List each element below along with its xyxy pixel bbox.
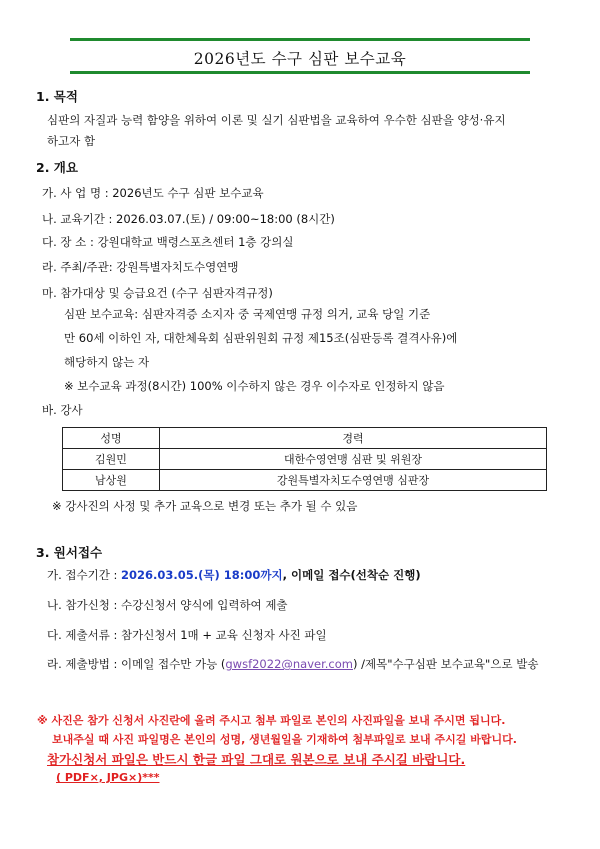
column-header-name: 성명 [63,428,160,449]
purpose-line-2: 하고자 함 [47,134,96,148]
overview-period: 나. 교육기간 : 2026.03.07.(토) / 09:00~18:00 (8시간) [42,212,335,226]
instructor-name: 김원민 [63,449,160,470]
table-header-row [63,428,547,449]
eligibility-line-2: 만 60세 이하인 자, 대한체육회 심판위원회 규정 제15조(심판등록 결격사유)에 [64,331,458,345]
application-deadline: 2026.03.05.(목) 18:00까지 [121,568,283,582]
file-format-exclusions: ( PDF×, JPG×)*** [56,771,160,784]
submission-method-label: 라. 제출방법 : 이메일 접수만 가능 ( [47,657,226,671]
application-submit: 나. 참가신청 : 수강신청서 양식에 입력하여 제출 [47,598,288,612]
overview-venue: 다. 장 소 : 강원대학교 백령스포츠센터 1층 강의실 [42,235,294,249]
contact-email-link[interactable]: gwsf2022@naver.com [225,657,353,671]
eligibility-line-1: 심판 보수교육: 심판자격증 소지자 중 국제연맹 규정 의거, 교육 당일 기준 [64,307,431,321]
application-documents: 다. 제출서류 : 참가신청서 1매 + 교육 신청자 사진 파일 [47,628,327,642]
overview-instructors: 바. 강사 [42,403,83,417]
section-1-heading: 1. 목적 [36,89,78,104]
photo-notice-line-2: 보내주실 때 사진 파일명은 본인의 성명, 생년월일을 기재하여 첨부파일로 보내 주시길 바랍니다. [52,733,517,746]
file-format-notice: 참가신청서 파일은 반드시 한글 파일 그대로 원본으로 보내 주시길 바랍니다. [47,752,466,767]
application-submission-method [47,656,538,672]
table-row [63,449,547,470]
submission-subject-note: ) /제목"수구심판 보수교육"으로 발송 [353,657,539,671]
top-rule [70,38,530,41]
instructor-career: 강원특별자치도수영연맹 심판장 [160,470,547,491]
application-period [47,567,421,583]
overview-organizer: 라. 주최/주관: 강원특별자치도수영연맹 [42,260,239,274]
application-method-note: , 이메일 접수(선착순 진행) [282,568,421,582]
instructor-name: 남상원 [63,470,160,491]
section-2-heading: 2. 개요 [36,160,78,175]
overview-eligibility: 마. 참가대상 및 승급요건 (수구 심판자격규정) [42,286,273,300]
table-row [63,470,547,491]
title-rule [70,71,530,74]
purpose-line-1: 심판의 자질과 능력 함양을 위하여 이론 및 실기 심판법을 교육하여 우수한 심판을 양성·유지 [47,113,506,127]
eligibility-line-3: 해당하지 않는 자 [64,355,150,369]
photo-notice-line-1: ※ 사진은 참가 신청서 사진란에 올려 주시고 첨부 파일로 본인의 사진파일을 보내 주시면 됩니다. [37,714,506,727]
document-title: 2026년도 수구 심판 보수교육 [193,50,407,68]
overview-event-name: 가. 사 업 명 : 2026년도 수구 심판 보수교육 [42,186,264,200]
column-header-career: 경력 [160,428,547,449]
instructor-note: ※ 강사진의 사정 및 추가 교육으로 변경 또는 추가 될 수 있음 [52,499,358,513]
instructor-table [62,427,547,491]
application-period-label: 가. 접수기간 : [47,568,122,582]
instructor-career: 대한수영연맹 심판 및 위원장 [160,449,547,470]
section-3-heading: 3. 원서접수 [36,545,103,560]
eligibility-note: ※ 보수교육 과정(8시간) 100% 이수하지 않은 경우 이수자로 인정하지 않음 [64,379,445,393]
